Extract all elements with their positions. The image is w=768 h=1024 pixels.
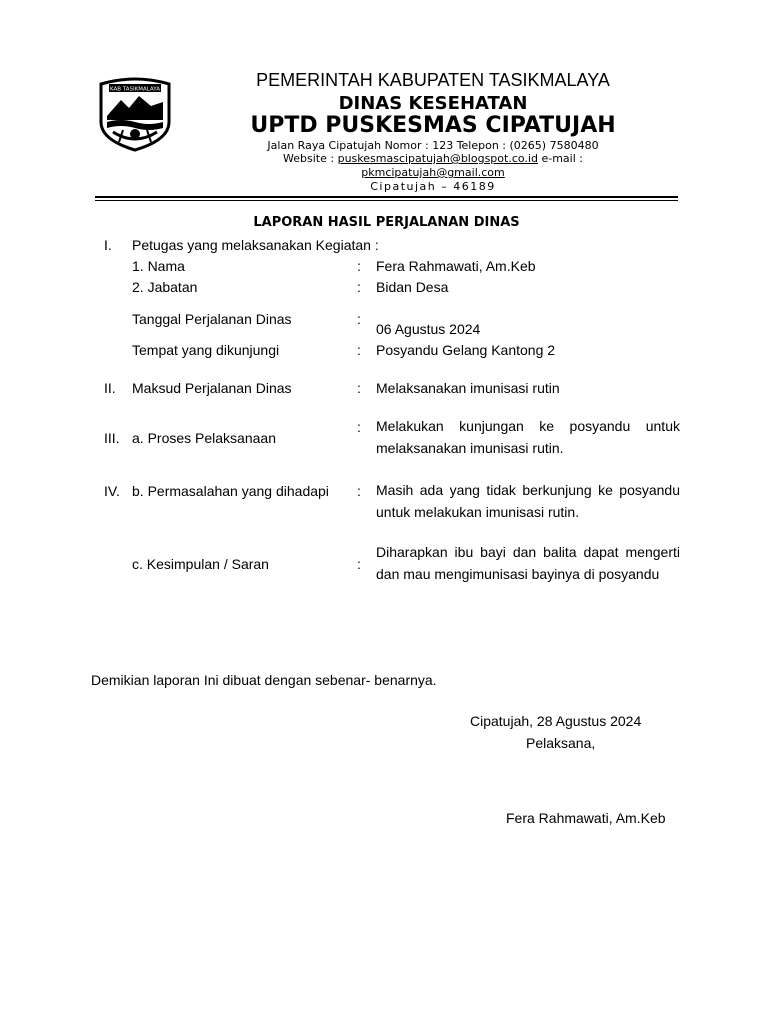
website-link[interactable]: puskesmascipatujah@blogspot.co.id <box>337 152 538 165</box>
section-number-iv: IV. <box>104 483 120 499</box>
closing-statement: Demikian laporan Ini dibuat dengan sebenar- benarnya. <box>91 672 437 688</box>
purpose-value: Melaksanakan imunisasi rutin <box>376 380 560 396</box>
header-rule-thin <box>95 200 678 201</box>
conclusion-value: Diharapkan ibu bayi dan balita dapat mengerti dan mau mengimunisasi bayinya di posyandu <box>376 544 680 582</box>
logo-caption: KAB TASIKMALAYA <box>110 86 160 93</box>
section-heading-officer: Petugas yang melaksanakan Kegiatan : <box>132 237 379 253</box>
report-title: LAPORAN HASIL PERJALANAN DINAS <box>253 215 520 230</box>
name-value: Fera Rahmawati, Am.Keb <box>376 258 536 274</box>
colon: : <box>357 380 361 396</box>
header-rule-thick <box>95 196 678 198</box>
email-link[interactable]: pkmcipatujah@gmail.com <box>361 166 505 179</box>
process-label: a. Proses Pelaksanaan <box>132 430 276 446</box>
place-label: Tempat yang dikunjungi <box>132 342 280 358</box>
government-name: PEMERINTAH KABUPATEN TASIKMALAYA <box>256 70 610 90</box>
address-line: Jalan Raya Cipatujah Nomor : 123 Telepon : (0265) 7580480 <box>267 139 599 152</box>
problems-label: b. Permasalahan yang dihadapi <box>132 483 329 499</box>
name-label: 1. Nama <box>132 258 185 274</box>
colon: : <box>357 279 361 295</box>
agency-name: DINAS KESEHATAN <box>338 93 528 114</box>
website-line <box>180 152 686 165</box>
travel-date-label: Tanggal Perjalanan Dinas <box>132 311 292 327</box>
conclusion-label: c. Kesimpulan / Saran <box>132 556 269 572</box>
colon: : <box>357 419 361 435</box>
email-label: e-mail : <box>541 152 583 165</box>
place-value: Posyandu Gelang Kantong 2 <box>376 342 556 358</box>
colon: : <box>357 311 361 327</box>
colon: : <box>357 556 361 572</box>
section-number-iii: III. <box>104 430 120 446</box>
unit-name: UPTD PUSKESMAS CIPATUJAH <box>250 113 616 138</box>
position-label: 2. Jabatan <box>132 279 198 295</box>
colon: : <box>357 483 361 499</box>
problems-value: Masih ada yang tidak berkunjung ke posyandu untuk melakukan imunisasi rutin. <box>376 482 680 520</box>
signature-place-date: Cipatujah, 28 Agustus 2024 <box>470 713 642 729</box>
colon: : <box>357 258 361 274</box>
colon: : <box>357 342 361 358</box>
website-label: Website : <box>283 152 335 165</box>
regency-emblem-icon <box>95 76 175 152</box>
section-number-i: I. <box>104 237 112 253</box>
section-number-ii: II. <box>104 380 116 396</box>
process-value: Melakukan kunjungan ke posyandu untuk melaksanakan imunisasi rutin. <box>376 418 680 456</box>
signature-role: Pelaksana, <box>526 735 596 751</box>
purpose-label: Maksud Perjalanan Dinas <box>132 380 292 396</box>
signature-name: Fera Rahmawati, Am.Keb <box>506 810 666 826</box>
email-line <box>180 166 686 179</box>
travel-date-value: 06 Agustus 2024 <box>376 321 481 337</box>
postal-line: Cipatujah – 46189 <box>370 180 496 193</box>
position-value: Bidan Desa <box>376 279 449 295</box>
